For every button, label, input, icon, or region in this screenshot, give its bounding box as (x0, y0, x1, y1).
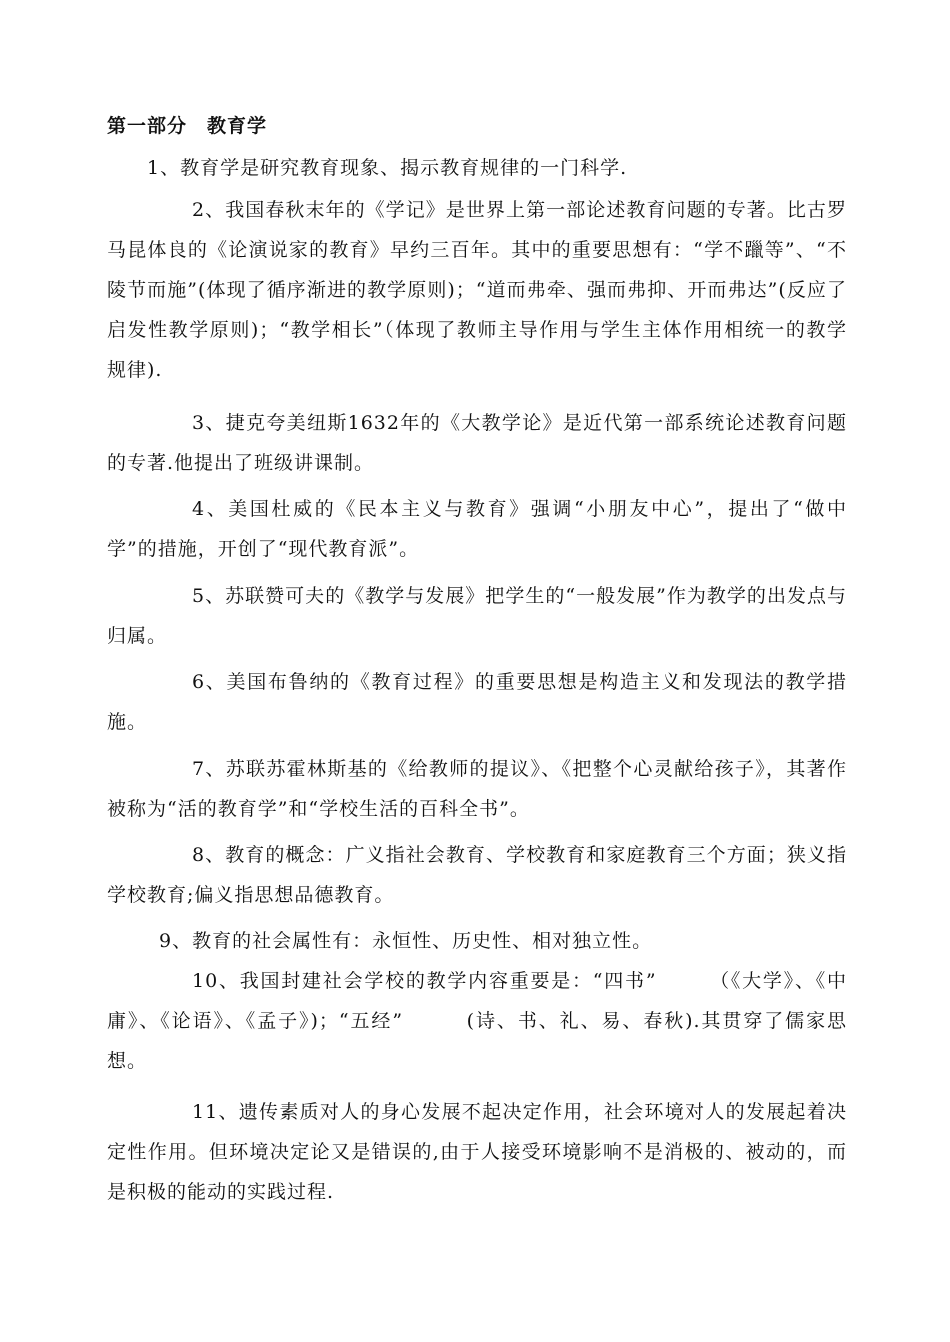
paragraph-5: 5、苏联赞可夫的《教学与发展》把学生的“一般发展”作为教学的出发点与归属。 (107, 585, 847, 647)
paragraph-3: 3、捷克夸美纽斯1632年的《大教学论》是近代第一部系统论述教育问题的专著.他提出了班级讲课制。 (107, 412, 847, 474)
paragraph-1: 1、教育学是研究教育现象、揭示教育规律的一门科学. (147, 157, 628, 179)
paragraph-6: 6、美国布鲁纳的《教育过程》的重要思想是构造主义和发现法的教学措施。 (107, 671, 847, 733)
section-heading: 第一部分 教育学 (107, 115, 268, 137)
paragraph-4: 4、美国杜威的《民本主义与教育》强调“小朋友中心”，提出了“做中学”的措施，开创了“现代教育派”。 (107, 498, 847, 560)
paragraph-2: 2、我国春秋末年的《学记》是世界上第一部论述教育问题的专著。比古罗马昆体良的《论演说家的教育》早约三百年。其中的重要思想有：“学不躐等”、“不陵节而施”(体现了循序渐进的教学原则)；“道而弗牵、强而弗抑、开而弗达”(反应了启发性教学原则)；“教学相长”（体现了教师主导作用与学生主体作用相统一的教学规律). (107, 199, 847, 381)
paragraph-8: 8、教育的概念：广义指社会教育、学校教育和家庭教育三个方面；狭义指学校教育;偏义指思想品德教育。 (107, 844, 847, 906)
paragraph-9: 9、教育的社会属性有：永恒性、历史性、相对独立性。 (159, 930, 653, 952)
paragraph-7: 7、苏联苏霍林斯基的《给教师的提议》、《把整个心灵献给孩子》，其著作被称为“活的教育学”和“学校生活的百科全书”。 (107, 758, 847, 820)
paragraph-11: 11、遗传素质对人的身心发展不起决定作用，社会环境对人的发展起着决定性作用。但环境决定论又是错误的,由于人接受环境影响不是消极的、被动的，而是积极的能动的实践过程. (107, 1101, 847, 1203)
paragraph-10: 10、我国封建社会学校的教学内容重要是：“四书” （《大学》、《中庸》、《论语》、《孟子》)；“五经” (诗、书、礼、易、春秋).其贯穿了儒家思想。 (107, 970, 847, 1072)
